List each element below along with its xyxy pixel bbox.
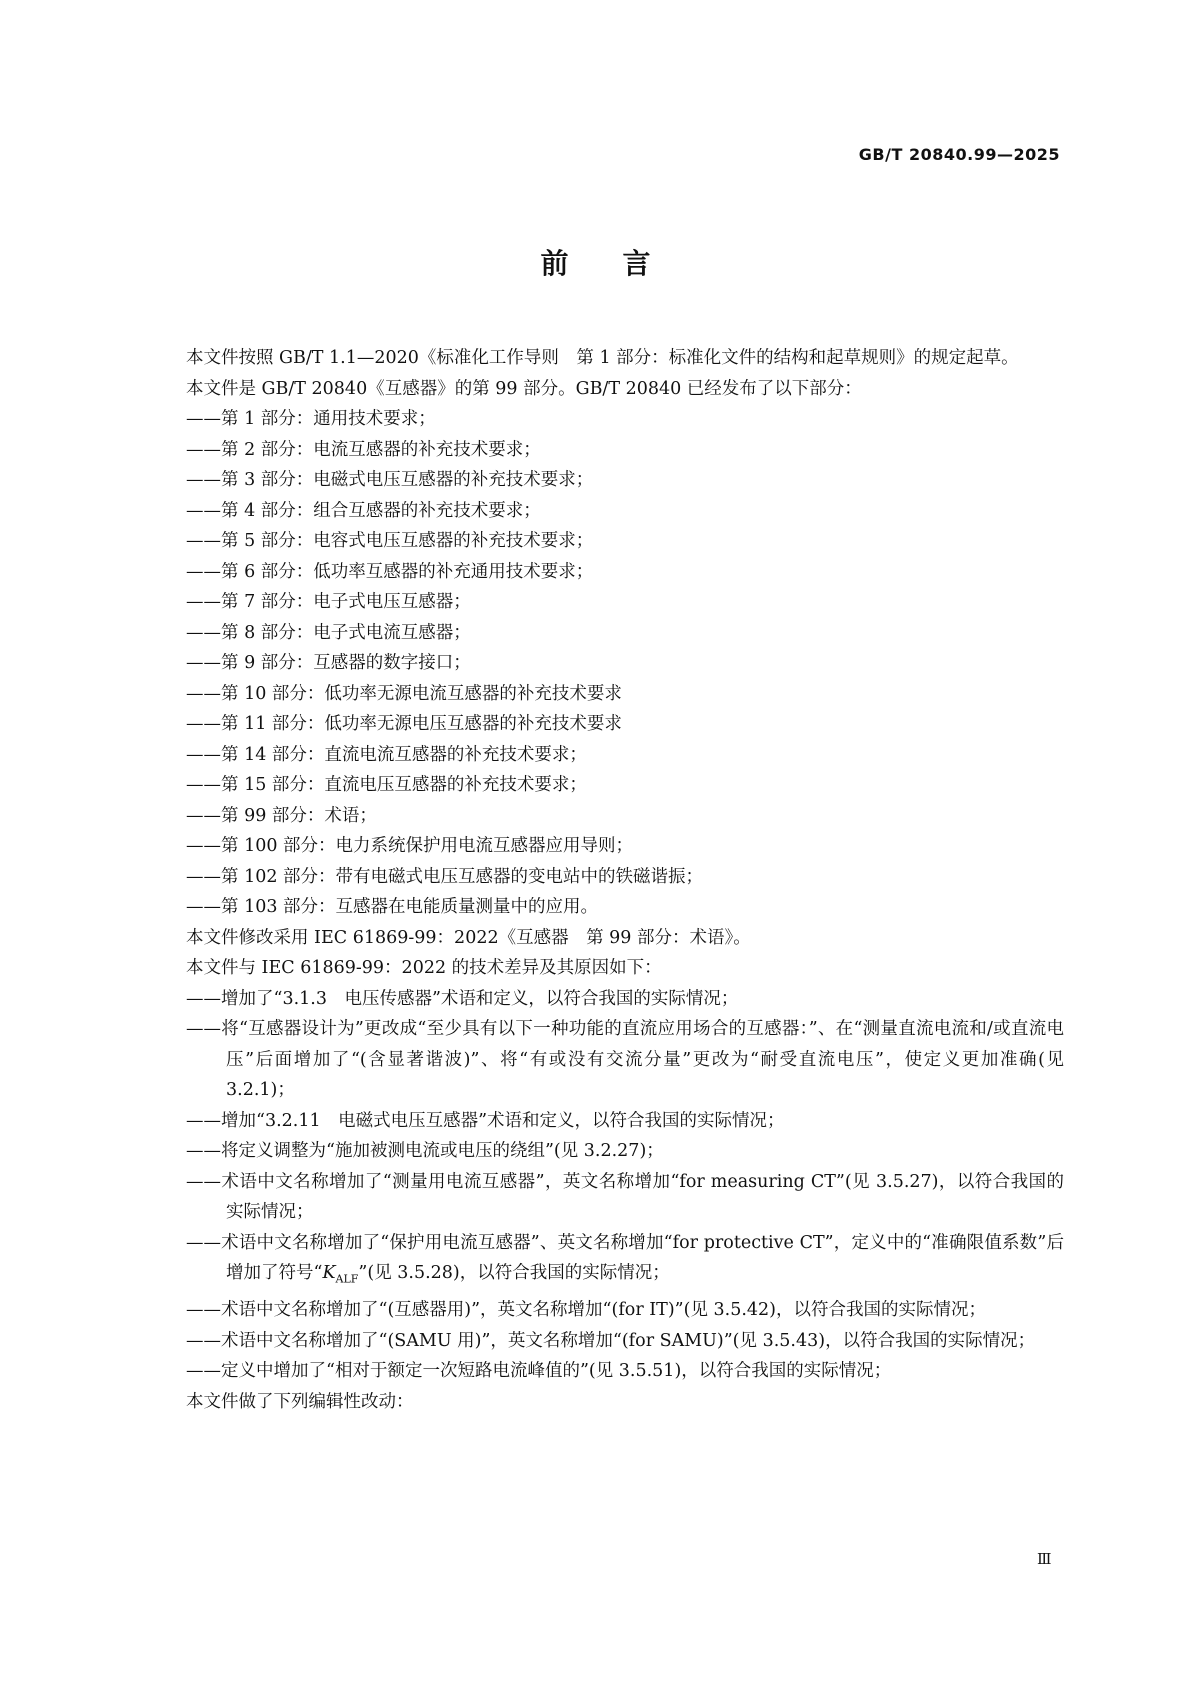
list-item: ——第 11 部分：低功率无源电压互感器的补充技术要求 <box>186 714 622 734</box>
page-number: Ⅲ <box>1037 1550 1052 1568</box>
difference-text: ——术语中文名称增加了“保护用电流互感器”、英文名称增加“for protective CT”，定义中的“准确限值系数”后增加了符号“ <box>186 1232 1064 1283</box>
list-item: ——第 2 部分：电流互感器的补充技术要求； <box>186 439 541 460</box>
list-item: ——第 9 部分：互感器的数字接口； <box>186 653 471 673</box>
list-item: ——第 15 部分：直流电压互感器的补充技术要求； <box>186 775 587 795</box>
list-item: ——第 5 部分：电容式电压互感器的补充技术要求； <box>186 531 594 551</box>
list-item: ——第 6 部分：低功率互感器的补充通用技术要求； <box>186 561 594 582</box>
list-item: ——第 100 部分：电力系统保护用电流互感器应用导则； <box>186 836 634 856</box>
difference-item: ——将定义调整为“施加被测电流或电压的绕组”(见 3.2.27)； <box>186 1141 664 1161</box>
list-item: ——第 3 部分：电磁式电压互感器的补充技术要求； <box>186 470 594 490</box>
page-title: 前言 <box>540 247 705 280</box>
doc-code: GB/T 20840.99—2025 <box>858 145 1060 164</box>
difference-item: ——增加“3.2.11 电磁式电压互感器”术语和定义，以符合我国的实际情况； <box>186 1110 785 1131</box>
list-item: ——第 103 部分：互感器在电能质量测量中的应用。 <box>186 897 599 917</box>
paragraph: 本文件修改采用 IEC 61869-99：2022《互感器 第 99 部分：术语》。 <box>186 927 751 948</box>
difference-item: ——术语中文名称增加了“(互感器用)”，英文名称增加“(for IT)”(见 3.5.42)，以符合我国的实际情况； <box>186 1300 986 1320</box>
difference-item: ——增加了“3.1.3 电压传感器”术语和定义，以符合我国的实际情况； <box>186 988 739 1009</box>
list-item: ——第 14 部分：直流电流互感器的补充技术要求； <box>186 744 587 765</box>
difference-text: ”(见 3.5.28)，以符合我国的实际情况； <box>358 1263 670 1283</box>
difference-item: ——定义中增加了“相对于额定一次短路电流峰值的”(见 3.5.51)，以符合我国的实际情况； <box>186 1361 892 1381</box>
difference-item <box>146 1228 1064 1296</box>
difference-item: ——术语中文名称增加了“(SAMU 用)”，英文名称增加“(for SAMU)”(见 3.5.43)，以符合我国的实际情况； <box>186 1330 1036 1351</box>
symbol-subscript: ALF <box>335 1272 359 1286</box>
list-item: ——第 10 部分：低功率无源电流互感器的补充技术要求 <box>186 683 622 704</box>
list-item: ——第 102 部分：带有电磁式电压互感器的变电站中的铁磁谐振； <box>186 866 704 887</box>
list-item: ——第 1 部分：通用技术要求； <box>186 409 436 429</box>
document-body <box>146 343 1064 1417</box>
paragraph: 本文件按照 GB/T 1.1—2020《标准化工作导则 第 1 部分：标准化文件的结构和起草规则》的规定起草。 <box>186 348 1019 368</box>
paragraph: 本文件做了下列编辑性改动： <box>186 1391 414 1412</box>
list-item: ——第 8 部分：电子式电流互感器； <box>186 622 471 643</box>
list-item: ——第 7 部分：电子式电压互感器； <box>186 592 471 612</box>
paragraph: 本文件是 GB/T 20840《互感器》的第 99 部分。GB/T 20840 已经发布了以下部分： <box>186 378 862 399</box>
list-item: ——第 99 部分：术语； <box>186 805 377 826</box>
difference-item: ——术语中文名称增加了“测量用电流互感器”，英文名称增加“for measuring CT”(见 3.5.27)，以符合我国的实际情况； <box>186 1171 1064 1222</box>
difference-item: ——将“互感器设计为”更改成“至少具有以下一种功能的直流应用场合的互感器：”、在“测量直流电流和/或直流电压”后面增加了“(含显著谐波)”、将“有或没有交流分量”更改为“耐受直流电压”，使定义更加准确(见 3.2.1)； <box>186 1019 1064 1100</box>
symbol-k: K <box>322 1263 336 1283</box>
list-item: ——第 4 部分：组合互感器的补充技术要求； <box>186 500 541 521</box>
paragraph: 本文件与 IEC 61869-99：2022 的技术差异及其原因如下： <box>186 958 662 978</box>
